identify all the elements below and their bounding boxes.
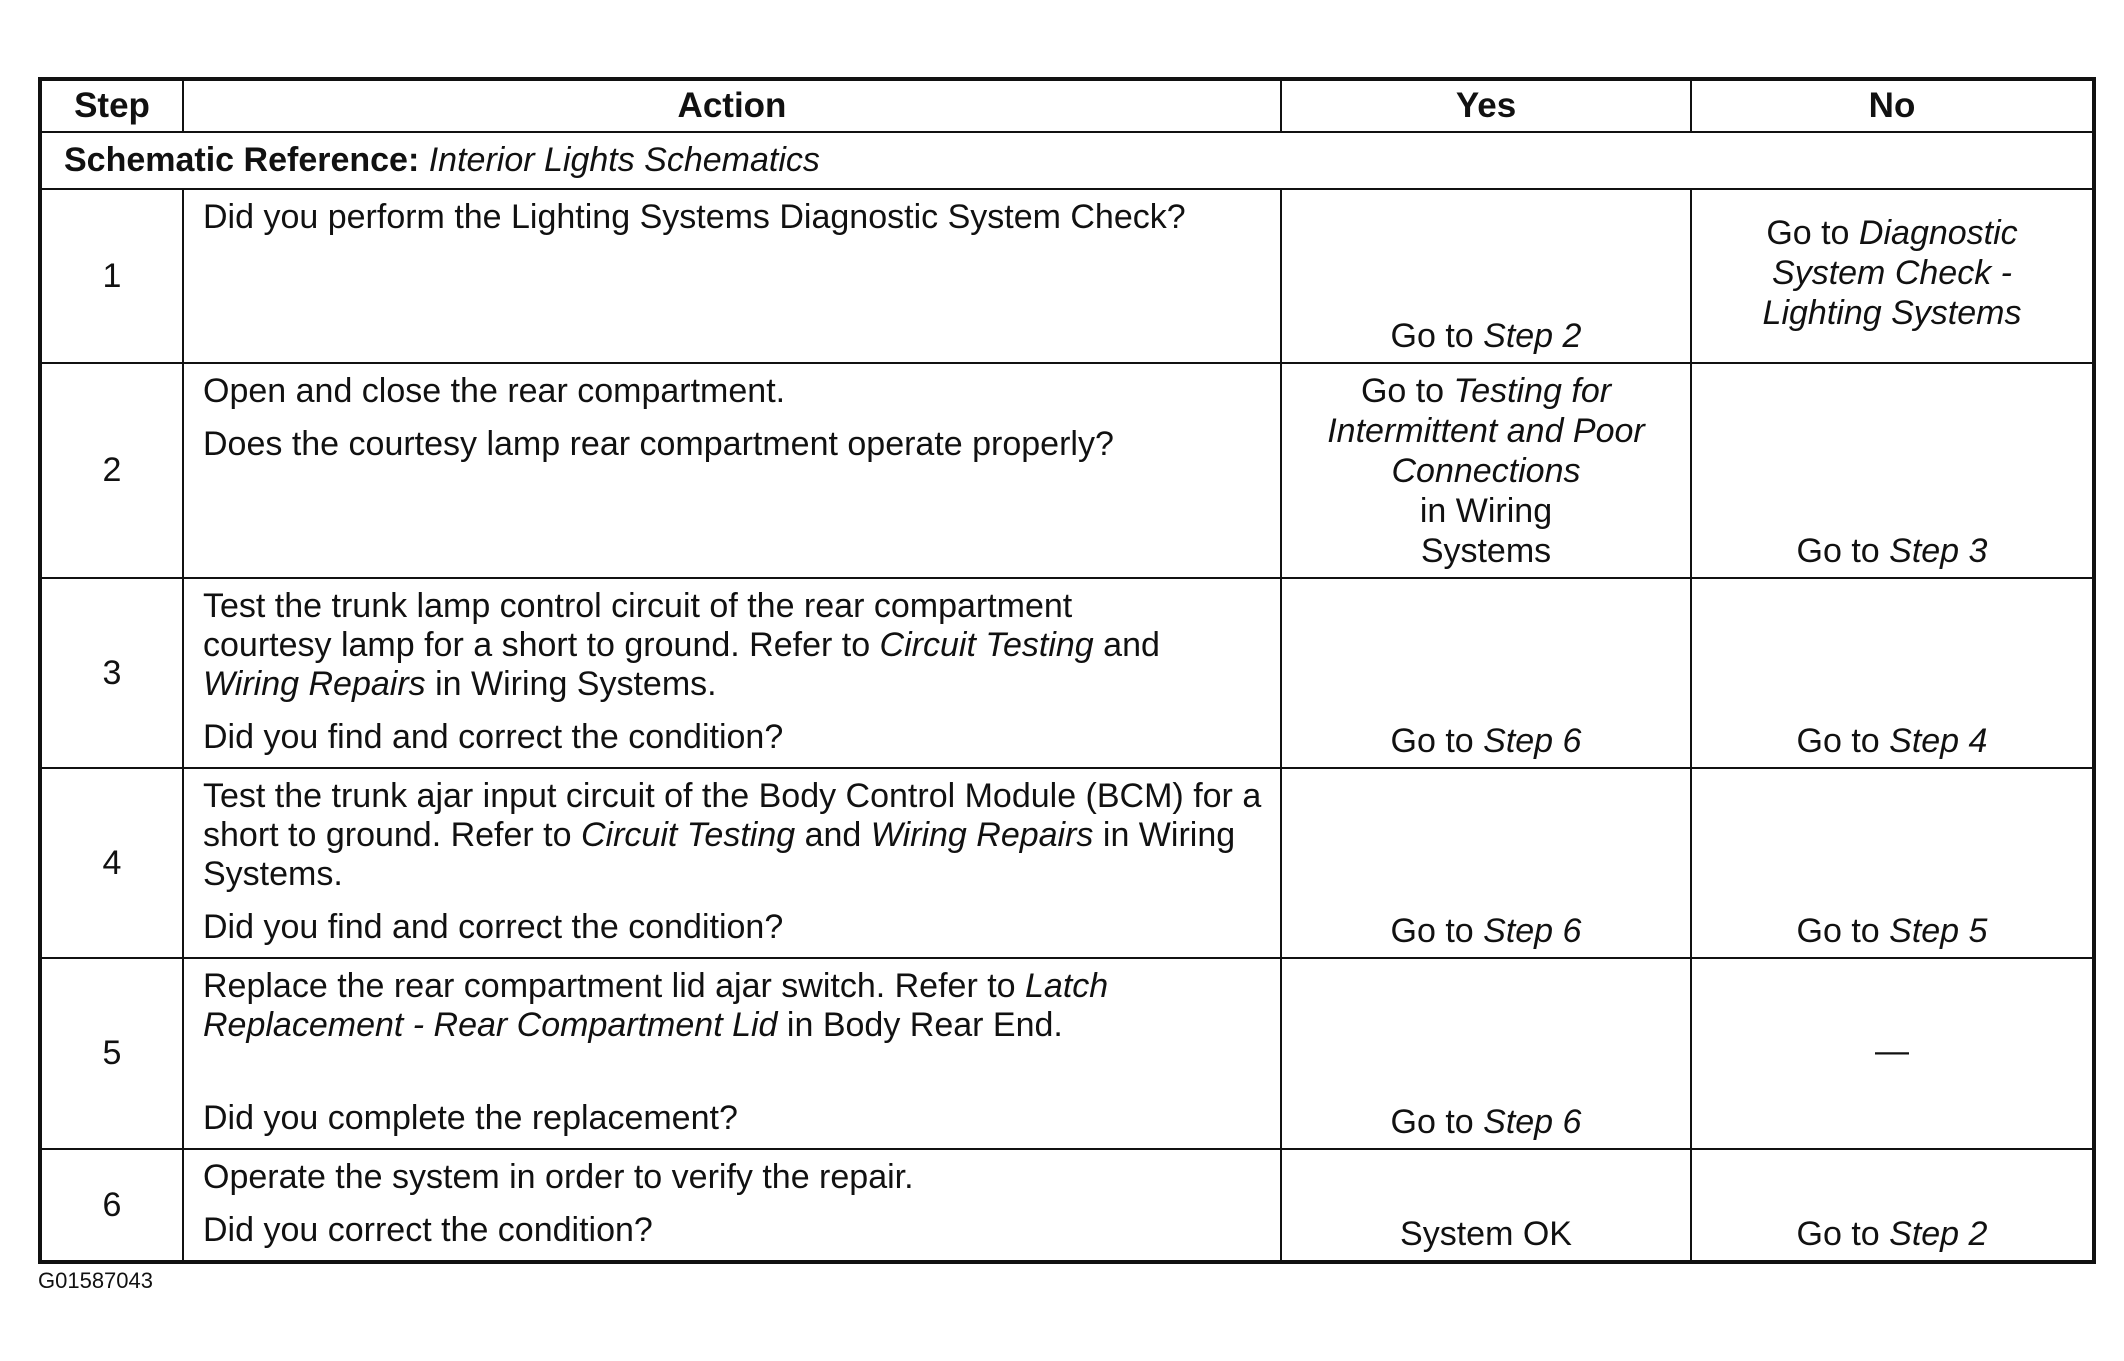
no-cell xyxy=(1691,189,2094,363)
action-cell xyxy=(183,768,1281,958)
no-prefix: Go to xyxy=(1796,532,1890,570)
header-no: No xyxy=(1691,79,2094,132)
action-question: Did you find and correct the condition? xyxy=(203,718,784,756)
action-question: Did you complete the replacement? xyxy=(203,1099,738,1137)
no-prefix: Go to xyxy=(1796,722,1890,760)
step-number: 3 xyxy=(40,578,183,768)
yes-prefix: Go to xyxy=(1390,1103,1484,1141)
figure-code: G01587043 xyxy=(38,1268,153,1293)
action-text: Open and close the rear compartment. xyxy=(203,372,786,410)
schematic-reference-value: Interior Lights Schematics xyxy=(428,141,820,179)
action-text: Test the trunk ajar input circuit of the Body Control Module (BCM) for a short to ground. Refer to Circuit Testing and Wiring Repairs in Wiring Systems. xyxy=(203,777,1262,893)
header-action: Action xyxy=(183,79,1281,132)
action-question: Did you correct the condition? xyxy=(203,1211,653,1249)
yes-cell xyxy=(1281,958,1691,1149)
step-number: 4 xyxy=(40,768,183,958)
no-step-ref: Step 2 xyxy=(1889,1215,1988,1253)
yes-cell xyxy=(1281,363,1691,578)
yes-prefix: Go to xyxy=(1360,372,1454,410)
yes-prefix: Go to xyxy=(1390,722,1484,760)
no-step-ref: Diagnostic System Check - Lighting Systems xyxy=(1762,214,2022,332)
action-question: Did you find and correct the condition? xyxy=(203,908,784,946)
action-cell xyxy=(183,363,1281,578)
action-cell xyxy=(183,189,1281,363)
header-row xyxy=(40,79,2094,132)
step-number: 2 xyxy=(40,363,183,578)
diagnostic-table xyxy=(38,77,2096,1264)
action-text: Test the trunk lamp control circuit of the rear compartment courtesy lamp for a short to ground. Refer to Circuit Testing and Wiring Repairs in Wiring Systems. xyxy=(203,587,1160,703)
table-row xyxy=(40,768,2094,958)
yes-step-ref: Step 6 xyxy=(1483,722,1582,760)
step-number: 1 xyxy=(40,189,183,363)
yes-ref: Testing for Intermittent and Poor Connections xyxy=(1327,372,1645,490)
table-row xyxy=(40,578,2094,768)
no-prefix: Go to xyxy=(1796,912,1890,950)
yes-step-ref: Step 2 xyxy=(1483,317,1582,355)
no-prefix: Go to xyxy=(1766,214,1859,252)
action-question: Does the courtesy lamp rear compartment operate properly? xyxy=(203,425,1114,463)
no-dash: — xyxy=(1875,1031,1909,1070)
yes-prefix: Go to xyxy=(1390,912,1484,950)
header-step: Step xyxy=(40,79,183,132)
no-step-ref: Step 3 xyxy=(1889,532,1988,570)
schematic-reference-row xyxy=(40,132,2094,189)
no-step-ref: Step 4 xyxy=(1889,722,1988,760)
action-question: Did you perform the Lighting Systems Diagnostic System Check? xyxy=(203,198,1186,236)
action-text: Replace the rear compartment lid ajar switch. Refer to Latch Replacement - Rear Compartment Lid in Body Rear End. xyxy=(203,967,1109,1044)
no-step-ref: Step 5 xyxy=(1889,912,1988,950)
yes-step-ref: Step 6 xyxy=(1483,912,1582,950)
no-cell xyxy=(1691,578,2094,768)
no-cell xyxy=(1691,958,2094,1149)
yes-cell xyxy=(1281,1149,1691,1262)
yes-result: System OK xyxy=(1400,1215,1572,1253)
yes-prefix: Go to xyxy=(1390,317,1484,355)
no-cell xyxy=(1691,1149,2094,1262)
table-row xyxy=(40,363,2094,578)
schematic-reference xyxy=(40,132,2094,189)
yes-cell xyxy=(1281,578,1691,768)
action-cell xyxy=(183,578,1281,768)
yes-cell xyxy=(1281,189,1691,363)
step-number: 6 xyxy=(40,1149,183,1262)
table-row xyxy=(40,189,2094,363)
action-cell xyxy=(183,958,1281,1149)
step-number: 5 xyxy=(40,958,183,1149)
table-row xyxy=(40,1149,2094,1262)
yes-cell xyxy=(1281,768,1691,958)
action-cell xyxy=(183,1149,1281,1262)
header-yes: Yes xyxy=(1281,79,1691,132)
schematic-reference-label: Schematic Reference: xyxy=(64,141,420,179)
table-row xyxy=(40,958,2094,1149)
yes-step-ref: Step 6 xyxy=(1483,1103,1582,1141)
action-text: Operate the system in order to verify the repair. xyxy=(203,1158,914,1196)
yes-suffix: in Wiring Systems xyxy=(1419,492,1553,570)
no-cell xyxy=(1691,768,2094,958)
no-cell xyxy=(1691,363,2094,578)
no-prefix: Go to xyxy=(1796,1215,1890,1253)
